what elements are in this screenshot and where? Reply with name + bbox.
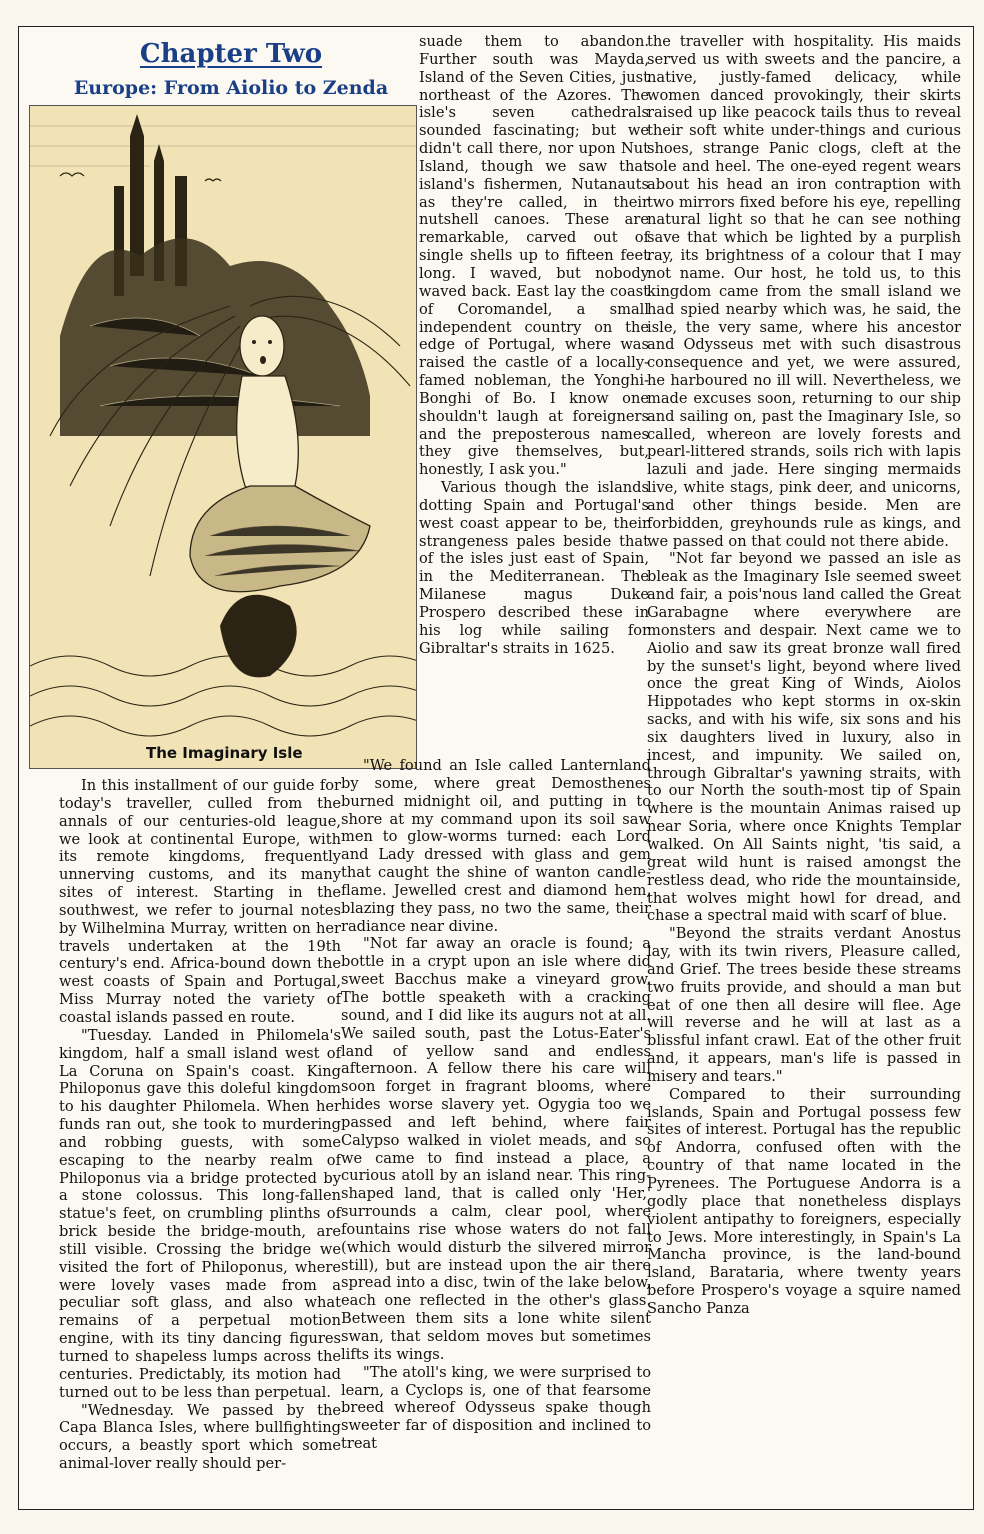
chapter-subtitle: Europe: From Aiolio to Zenda	[73, 77, 389, 99]
paragraph: "Tuesday. Landed in Philomela's kingdom, half a small island west of La Coruna on Spain's coast. King Philoponus gave this doleful kingdom to his daughter Philomela. When her funds ran out, she took to murdering and robbing guests, with some escaping to the nearby realm of Philoponus via a bridge protected by a stone colossus. This long-fallen statue's feet, on crumbling plinths of brick beside the bridge-mouth, are still visible. Crossing the bridge we visited the fort of Philoponus, where were lovely vases made from a peculiar soft glass, and also what remains of a perpetual motion engine, with its tiny dancing figures turned to shapeless lumps across the centuries. Predictably, its motion had turned out to be less than perpetual.	[59, 1026, 341, 1401]
paragraph: "The atoll's king, we were surprised to learn, a Cyclops is, one of that fearsome breed whereof Odysseus spake though sweeter far of disposition and inclined to treat	[341, 1363, 651, 1453]
paragraph: the traveller with hospitality. His maids served us with sweets and the pancire, a native, justly-famed delicacy, while women danced provokingly, their skirts raised up like peacock tails thus to reveal their soft white under-things and curious shoes, strange Panic clogs, cleft at the sole and heel. The one-eyed regent wears about his head an iron contraption with two mirrors fixed before his eye, repelling natural light so that he can see nothing save that which be lighted by a purplish ray, its brightness of a colour that I may not name. Our host, he told us, to this kingdom came from the small island we had spied nearby which was, he said, the isle, the very same, where his ancestor and Odysseus met with such disastrous consequence and yet, we were assured, he harboured no ill will. Nevertheless, we made excuses soon, returning to our ship and sailing on, past the Imaginary Isle, so called, whereon are lovely forests and pearl-littered strands, soils rich with lapis lazuli and jade. Here singing mermaids live, white stags, pink deer, and unicorns, and other things beside. Men are forbidden, greyhounds rule as kings, and we passed on that could not there abide.	[647, 33, 961, 550]
paragraph: In this installment of our guide for today's traveller, culled from the annals of our centuries-old league, we look at continental Europe, with its remote kingdoms, frequently unnerving customs, and its many sites of interest. Starting in the southwest, we refer to journal notes by Wilhelmina Murray, written on her travels undertaken at the 19th century's end. Africa-bound down the west coasts of Spain and Portugal, Miss Murray noted the variety of coastal islands passed en route.	[59, 777, 341, 1026]
paragraph: "We found an Isle called Lanternland by some, where great Demosthenes burned midnight oil, and putting in to shore at my command upon its soil saw men to glow-worms turned: each Lord and Lady dressed with glass and gem that caught the shine of wanton candle-flame. Jewelled crest and diamond hem, blazing they pass, no two the same, their radiance near divine.	[341, 757, 651, 935]
paragraph: "Not far away an oracle is found; a bottle in a crypt upon an isle where did sweet Bacchus make a vineyard grow. The bottle speaketh with a cracking sound, and I did like its augurs not at all. We sailed south, past the Lotus-Eater's land of yellow sand and endless afternoon. A fellow there his care will soon forget in fragrant blooms, where hides worse slavery yet. Ogygia too we passed and left behind, where fair Calypso walked in violet meads, and so we came to find instead a place, a curious atoll by an island near. This ring-shaped land, that is called only 'Her,' surrounds a calm, clear pool, where fountains rise whose waters do not fall (which would disturb the silvered mirror still), but are instead upon the air there spread into a disc, twin of the lake below, each one reflected in the other's glass. Between them sits a lone white silent swan, that seldom moves but sometimes lifts its wings.	[341, 935, 651, 1363]
paragraph: Compared to their surrounding islands, Spain and Portugal possess few sites of interest. Portugal has the republic of Andorra, confused often with the country of that name located in the Pyrenees. The Portuguese Andorra is a godly place that nonetheless displays violent antipathy to foreigners, especially to Jews. More interestingly, in Spain's La Mancha province, is the land-bound island, Barataria, where twenty years before Prospero's voyage a squire named Sancho Panza	[647, 1085, 961, 1317]
paragraph: "Beyond the straits verdant Anostus lay, with its twin rivers, Pleasure called, and Grief. The trees beside these streams two fruits provide, and should a man but eat of one then all desire will flee. Age will reverse and he will at last as a blissful infant crawl. Eat of the other fruit and, it appears, man's life is passed in misery and tears."	[647, 925, 961, 1085]
illustration-caption: The Imaginary Isle	[142, 744, 307, 762]
paragraph: "Not far beyond we passed an isle as bleak as the Imaginary Isle seemed sweet and fair, a pois'nous land called the Great Garabagne where everywhere are monsters and despair. Next came we to Aiolio and saw its great bronze wall fired by the sunset's light, beyond where lived once the great King of Winds, Aiolos Hippotades who kept storms in ox-skin sacks, and with his wife, six sons and his six daughters lived in luxury, also in incest, and impunity. We sailed on, through Gibraltar's yawning straits, with to our North the south-most tip of Spain where is the mountain Animas raised up near Soria, where once Knights Templar walked. On All Saints night, 'tis said, a great wild hunt is raised amongst the restless dead, who ride the mountainside, that wolves might howl for dread, and chase a spectral maid with scarf of blue.	[647, 550, 961, 925]
chapter-title: Chapter Two	[139, 39, 323, 69]
article-column-1	[59, 777, 341, 1473]
paragraph: "Wednesday. We passed by the Capa Blanca Isles, where bullfighting occurs, a beastly sport which some animal-lover really should per-	[59, 1401, 341, 1473]
mermaid-illustration	[29, 105, 417, 769]
article-column-3	[647, 33, 961, 1318]
chapter-heading	[41, 37, 421, 101]
article-column-2-upper	[419, 33, 649, 658]
paragraph: Various though the islands dotting Spain and Portugal's west coast appear to be, their strangeness pales beside that of the isles just east of Spain, in the Mediterranean. The Milanese magus Duke Prospero described these in his log while sailing for Gibraltar's straits in 1625.	[419, 479, 649, 657]
article-column-2-lower	[341, 757, 651, 1453]
mermaid-drawing	[30, 106, 416, 768]
magazine-page	[18, 26, 974, 1510]
paragraph: suade them to abandon. Further south was Mayda, Island of the Seven Cities, just northeast of the Azores. The isle's seven cathedrals sounded fascinating; but we didn't call there, nor upon Nut Island, though we saw that island's fishermen, Nutanauts as they're called, in their nutshell canoes. These are remarkable, carved out of single shells up to fifteen feet long. I waved, but nobody waved back. East lay the coast of Coromandel, a small independent country on the edge of Portugal, where was raised the castle of a locally-famed nobleman, the Yonghi-Bonghi of Bo. I know one shouldn't laugh at foreigners and the preposterous names they give themselves, but, honestly, I ask you."	[419, 33, 649, 479]
